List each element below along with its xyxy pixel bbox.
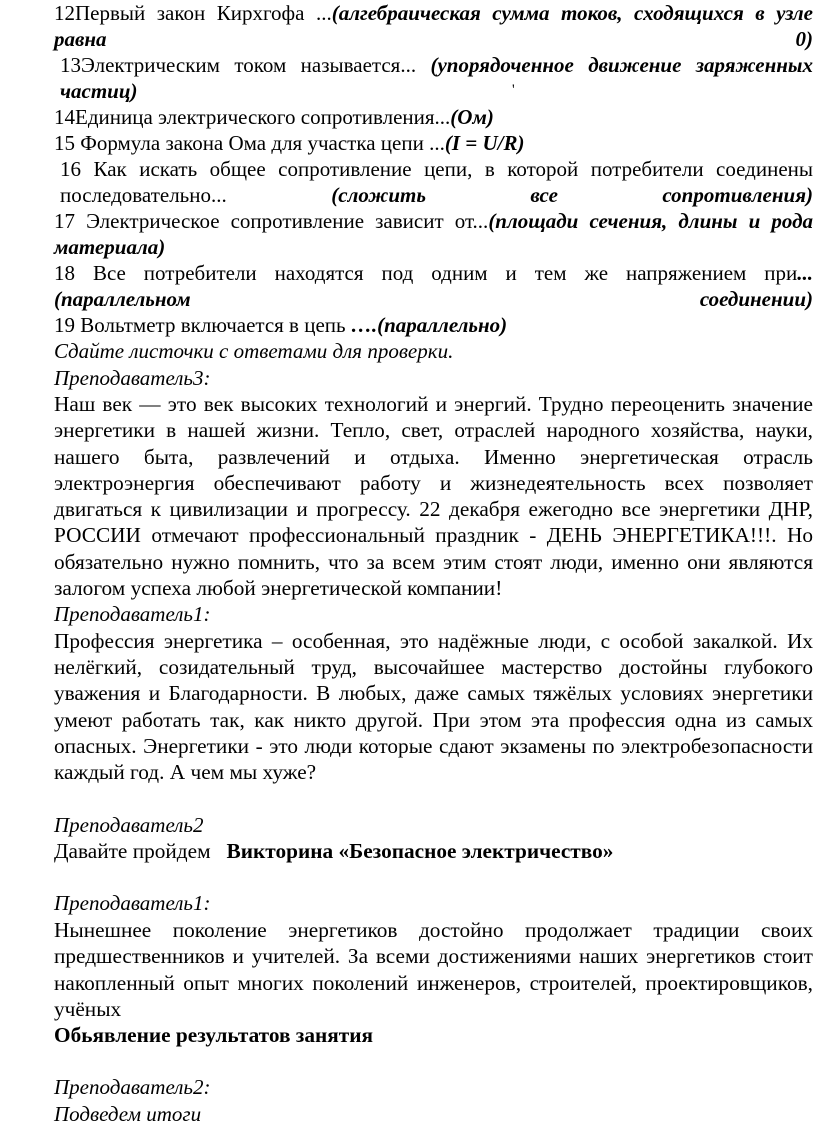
teacher2-role: Преподаватель2 (54, 812, 204, 837)
results-heading: Обьявление результатов занятия (54, 1023, 374, 1048)
quiz-item-16 (54, 156, 813, 208)
quiz-question: 13Электрическим током называется... (60, 53, 431, 77)
quiz-answer: (Ом) (450, 105, 494, 129)
closing-note: Сдайте листочки с ответами для проверки. (54, 339, 454, 363)
quiz-question: 18 Все потребители находятся под одним и тем же напряжением при (54, 261, 798, 285)
quiz-question: 16 Как искать общее сопротивление цепи, в которой потребители соединены последовательно... (60, 157, 813, 207)
blank-line (54, 864, 813, 890)
quiz-question: 19 Вольтметр включается в цепь (54, 313, 351, 337)
blank-line (54, 1048, 813, 1074)
quiz-item-12 (54, 0, 813, 52)
quiz-question: 14Единица электрического сопротивления... (54, 105, 451, 129)
quiz-answer: (алгебраическая сумма токов, сходящихся в узле равна 0) (54, 1, 813, 51)
quiz-item-17 (54, 208, 813, 260)
quiz-item-19 (54, 312, 813, 338)
quiz-answer: ….(параллельно) (350, 313, 508, 337)
quiz-question: 17 Электрическое сопротивление зависит от... (54, 209, 489, 233)
teacher3-text: Наш век — это век высоких технологий и энергий. Трудно переоценить значение энергетики в нашей жизни. Тепло, свет, отраслей народного хозяйства, науки, нашего быта, развлечений и отдыха. Именно энергетическая отрасль электроэнергия обеспечивают работу и жизнедеятельность всех позволяет двигаться к цивилизации и прогрессу. 22 декабря ежегодно все энергетики ДНР, РОССИИ отмечают профессиональный праздник - ДЕНЬ ЭНЕРГЕТИКА!!!. Но обязательно нужно помнить, что за всем этим стоят люди, именно они являются залогом успеха любой энергетической компании! (54, 392, 813, 601)
quiz-item-13 (54, 52, 813, 104)
teacher3-role: Преподаватель3: (54, 365, 211, 390)
blank-line (54, 786, 813, 812)
quiz-item-18 (54, 260, 813, 312)
quiz-invite (54, 838, 813, 864)
teacher1-role-2: Преподаватель1: (54, 891, 211, 916)
quiz-item-15 (54, 130, 813, 156)
quiz-answer: (площади сечения, длины и рода материала) (54, 209, 813, 259)
teacher1-text-2: Нынешнее поколение энергетиков достойно продолжает традиции своих предшественников и учителей. За всеми достижениями наших энергетиков стоит накопленный опыт многих поколений инженеров, строителей, проектировщиков, учёных (54, 917, 813, 1021)
quiz-answer: (упорядоченное движение заряженных частиц) (60, 53, 813, 103)
quiz-answer: (сложить все сопротивления) (331, 183, 814, 207)
quiz-question: 15 Формула закона Ома для участка цепи ... (54, 131, 445, 155)
quiz-item-14 (54, 104, 813, 130)
quiz-answer: (I = U/R) (444, 131, 525, 155)
summary-line: Подведем итоги (54, 1101, 202, 1126)
teacher1-role: Преподаватель1: (54, 602, 211, 627)
quiz-invite-lead: Давайте пройдем (54, 839, 216, 864)
stray-apostrophe: ' (512, 82, 515, 98)
quiz-title: Викторина «Безопасное электричество» (226, 839, 614, 864)
quiz-answer: ...(параллельном соединении) (54, 261, 813, 311)
quiz-question: 12Первый закон Кирхгофа ... (54, 1, 332, 25)
teacher1-text: Профессия энергетика – особенная, это надёжные люди, с особой закалкой. Их нелёгкий, созидательный труд, высочайшее мастерство достойны глубокого уважения и Благодарности. В любых, даже самых тяжёлых условиях энергетики умеют работать так, как никто другой. При этом эта профессия одна из самых опасных. Энергетики - это люди которые сдают экзамены по электробезопасности каждый год. А чем мы хуже? (54, 628, 813, 785)
teacher2-role-2: Преподаватель2: (54, 1075, 211, 1100)
